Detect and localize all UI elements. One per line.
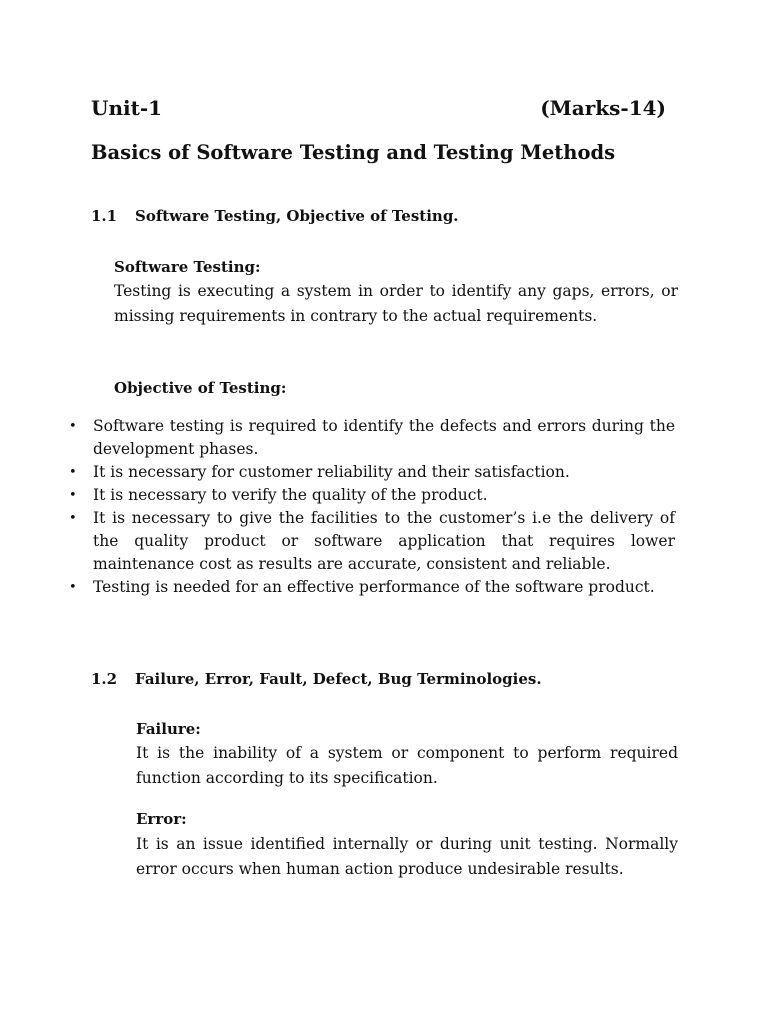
bullet-icon: • <box>69 465 77 480</box>
bullet-icon: • <box>69 511 77 526</box>
list-item <box>61 507 675 576</box>
unit-header <box>91 94 666 122</box>
section-heading-1-2 <box>91 668 542 690</box>
section-number: 1.1 <box>91 207 118 225</box>
bullet-icon: • <box>69 419 77 434</box>
error-heading: Error: <box>136 810 187 828</box>
failure-definition: It is the inability of a system or component to perform required function according to its specification. <box>136 744 678 787</box>
list-item-text: Testing is needed for an effective performance of the software product. <box>93 578 655 596</box>
list-item-text: It is necessary to verify the quality of the product. <box>93 486 488 504</box>
list-item-text: It is necessary for customer reliability and their satisfaction. <box>93 463 570 481</box>
section-heading-1-1 <box>91 205 459 227</box>
list-item <box>61 415 675 461</box>
section-title: Software Testing, Objective of Testing. <box>135 207 459 225</box>
bullet-icon: • <box>69 580 77 595</box>
objective-heading: Objective of Testing: <box>114 379 287 397</box>
list-item-text: It is necessary to give the facilities to the customer’s i.e the delivery of the quality product or software application that requires lower maintenance cost as results are accurate, consistent and reliable. <box>93 509 675 573</box>
software-testing-heading: Software Testing: <box>114 258 261 276</box>
list-item-text: Software testing is required to identify the defects and errors during the development phases. <box>93 417 675 458</box>
objective-list <box>61 415 675 599</box>
list-item <box>61 576 675 599</box>
list-item <box>61 461 675 484</box>
failure-heading: Failure: <box>136 720 201 738</box>
section-number: 1.2 <box>91 670 118 688</box>
page-title: Basics of Software Testing and Testing Methods <box>91 141 616 164</box>
list-item <box>61 484 675 507</box>
unit-label: Unit-1 <box>91 96 163 120</box>
section-title: Failure, Error, Fault, Defect, Bug Terminologies. <box>135 670 542 688</box>
error-definition: It is an issue identified internally or during unit testing. Normally error occurs when human action produce undesirable results. <box>136 835 678 878</box>
marks-label: (Marks-14) <box>540 96 666 120</box>
bullet-icon: • <box>69 488 77 503</box>
software-testing-definition: Testing is executing a system in order to identify any gaps, errors, or missing requirements in contrary to the actual requirements. <box>114 282 678 325</box>
